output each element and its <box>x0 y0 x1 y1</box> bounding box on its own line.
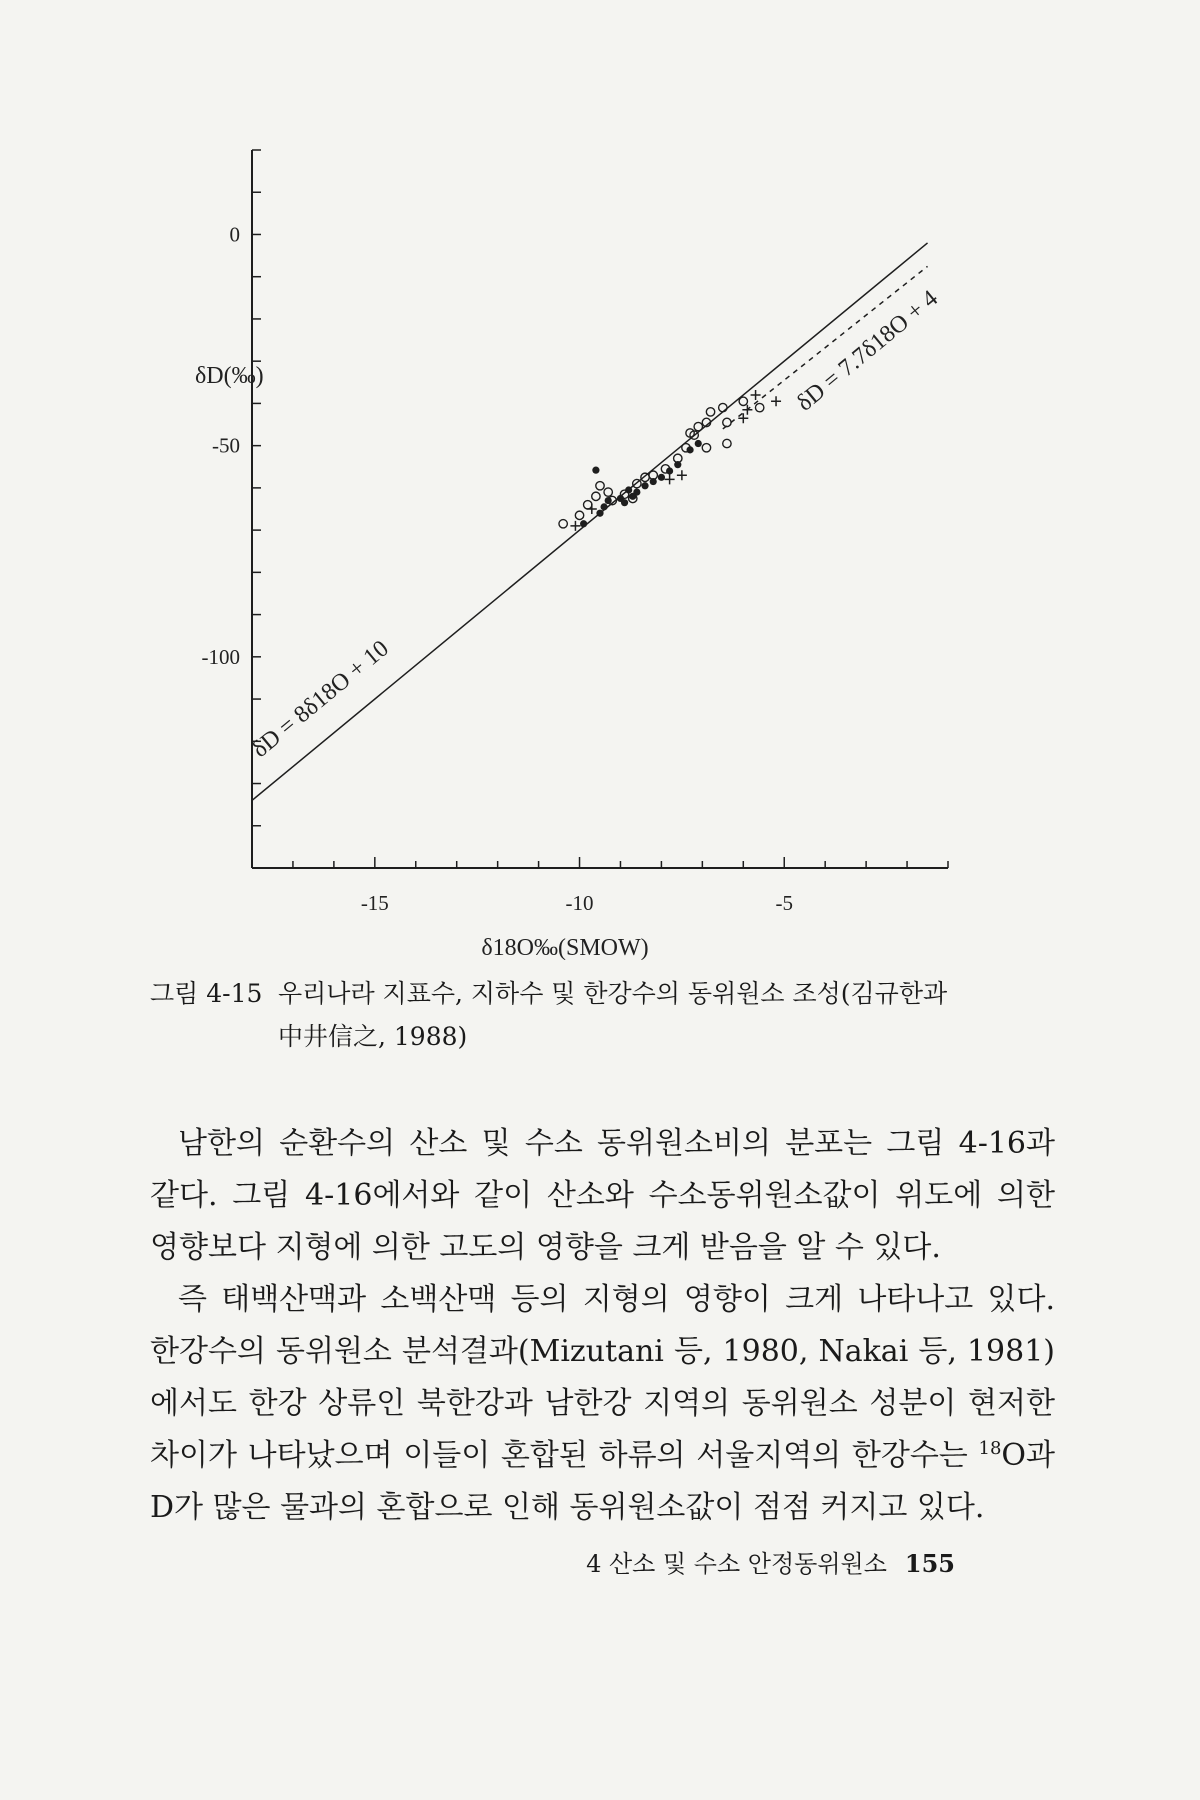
filled-point <box>621 499 628 506</box>
y-tick-label: -50 <box>212 433 240 458</box>
cross-point <box>771 396 781 406</box>
filled-point <box>600 503 607 510</box>
filled-point <box>580 520 587 527</box>
y-axis-label: δD(‰) <box>195 363 264 389</box>
open-point <box>702 444 710 452</box>
open-point <box>620 490 628 498</box>
filled-point <box>641 482 648 489</box>
page-footer <box>586 1544 955 1579</box>
x-axis-label: δ18O‰(SMOW) <box>481 935 649 960</box>
filled-point <box>658 474 665 481</box>
open-point <box>559 520 567 528</box>
footer-chapter: 4 산소 및 수소 안정동위원소 <box>586 1550 887 1578</box>
paragraph-2 <box>150 1274 1055 1534</box>
isotope-superscript: 18 <box>978 1438 1002 1459</box>
filled-point <box>695 440 702 447</box>
paragraph-2-text: 즉 태백산맥과 소백산맥 등의 지형의 영향이 크게 나타나고 있다. 한강수의 동위원소 분석결과(Mizutani 등, 1980, Nakai 등, 1981)에서도 한강 상류인 북한강과 남한강 지역의 동위원소 성분이 현저한 차이가 나타났으며 이들이 혼합된 하류의 서울지역의 한강수는 <box>150 1282 1055 1473</box>
caption-label: 그림 4-15 <box>150 979 263 1008</box>
open-point <box>641 473 649 481</box>
cross-point <box>587 504 597 514</box>
open-point <box>592 492 600 500</box>
chart-axes <box>252 150 948 868</box>
caption-line-2: 中井信之, 1988) <box>278 1022 468 1051</box>
caption-line-1: 우리나라 지표수, 지하수 및 한강수의 동위원소 조성(김규한과 <box>278 979 948 1008</box>
open-point <box>584 501 592 509</box>
gmwl-line-label: δD = 8δ18O + 10 <box>247 635 394 763</box>
local-line <box>723 266 928 429</box>
gmwl-line <box>252 243 928 801</box>
filled-point <box>596 510 603 517</box>
body-text <box>150 1118 1055 1534</box>
x-tick-label: -5 <box>775 891 793 915</box>
open-point <box>719 403 727 411</box>
figure-caption <box>150 972 1080 1058</box>
cross-point <box>665 474 675 484</box>
x-tick-label: -15 <box>360 891 389 915</box>
open-point <box>604 488 612 496</box>
y-tick-label: 0 <box>229 222 240 247</box>
open-point <box>706 408 714 416</box>
cross-point <box>751 390 761 400</box>
open-point <box>575 511 583 519</box>
x-tick-label: -10 <box>565 891 594 915</box>
y-tick-label: -100 <box>201 644 240 669</box>
local-line-label: δD = 7.7δ18O + 4 <box>791 285 944 417</box>
cross-point <box>570 521 580 531</box>
cross-point <box>677 470 687 480</box>
paragraph-2-tail: O과 D가 많은 물과의 혼합으로 인해 동위원소값이 점점 커지고 있다. <box>150 1438 1055 1525</box>
open-point <box>739 397 747 405</box>
open-point <box>723 418 731 426</box>
paragraph-1: 남한의 순환수의 산소 및 수소 동위원소비의 분포는 그림 4-16과 같다. 그림 4-16에서와 같이 산소와 수소동위원소값이 위도에 의한 영향보다 지형에 의한 고도의 영향을 크게 받음을 알 수 있다. <box>150 1126 1055 1265</box>
page-number: 155 <box>904 1549 955 1578</box>
open-point <box>694 422 702 430</box>
meteoric-water-lines <box>252 243 928 801</box>
data-points <box>559 390 781 531</box>
open-point <box>755 403 763 411</box>
open-point <box>596 482 604 490</box>
chart-labels <box>195 222 943 960</box>
filled-point <box>592 467 599 474</box>
open-point <box>723 439 731 447</box>
